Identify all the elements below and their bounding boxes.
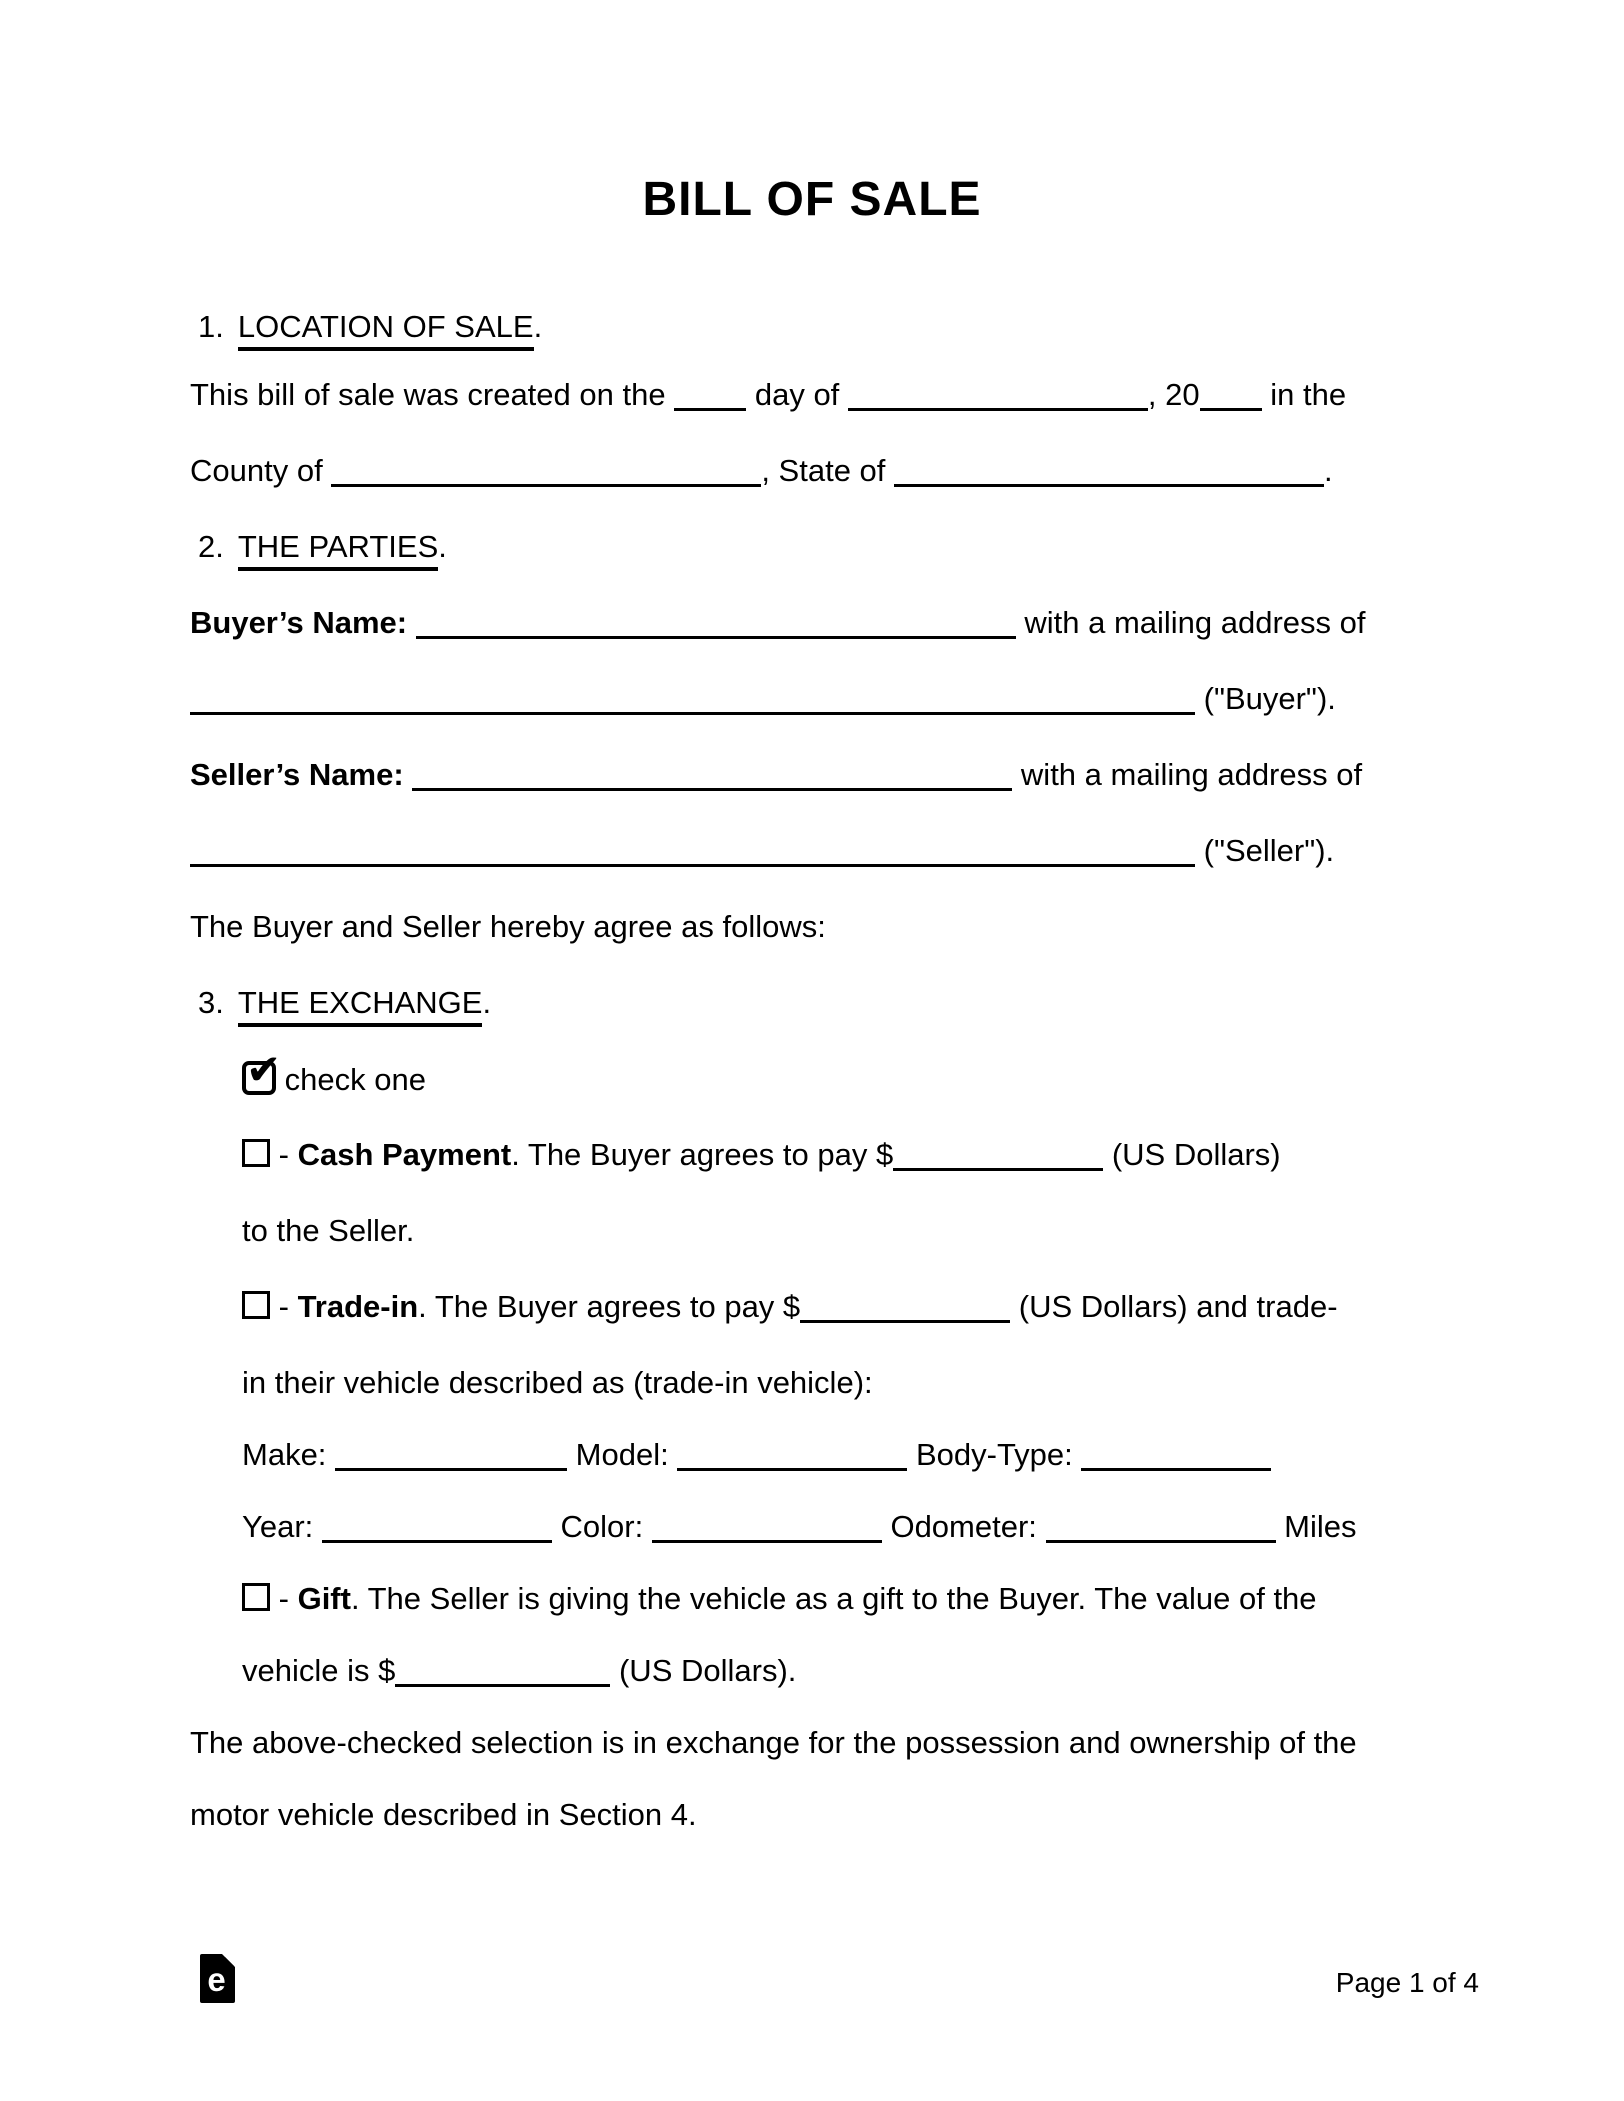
section-3-period: . [482,985,492,1020]
model-label: Model: [575,1437,669,1472]
gift-dash: - [278,1581,289,1616]
gift-cont-line [242,1653,796,1689]
trade-in-label: Trade-in [297,1289,419,1324]
seller-address-line [190,833,1334,869]
agree-line [190,909,826,945]
state-label: , State of [761,453,886,488]
seller-paren-text: ("Seller"). [1203,833,1335,868]
vehicle-line-1 [242,1437,1271,1473]
seller-name-label: Seller’s Name: [190,757,404,792]
closing-text-1: The above-checked selection is in exchange for the possession and ownership of the [190,1725,1357,1760]
check-one-line [242,1045,426,1098]
gift-label: Gift [297,1581,351,1616]
cash-payment-checkbox-icon[interactable] [242,1139,270,1167]
trade-in-line [242,1289,1338,1325]
cash-us-dollars: (US Dollars) [1111,1137,1281,1172]
intro-text-1: This bill of sale was created on the [190,377,666,412]
trade-dash: - [278,1289,289,1324]
check-one-label: check one [284,1062,426,1097]
section-3-heading [198,985,491,1021]
trade-in-cont-line [242,1365,873,1401]
trade-amount-blank[interactable] [800,1320,1010,1323]
buyer-address-line [190,681,1336,717]
section-3-title: THE EXCHANGE [238,985,483,1027]
gift-us-dollars: (US Dollars). [618,1653,797,1688]
make-blank[interactable] [335,1468,567,1471]
seller-name-blank[interactable] [412,788,1012,791]
section-1-period: . [533,309,543,344]
cash-payment-cont-line [242,1213,414,1249]
cash-payment-label: Cash Payment [297,1137,512,1172]
gift-checkbox-icon[interactable] [242,1583,270,1611]
gift-amount-blank[interactable] [395,1684,610,1687]
agree-text: The Buyer and Seller hereby agree as follows: [190,909,826,944]
day-blank[interactable] [674,408,746,411]
buyer-paren-text: ("Buyer"). [1203,681,1336,716]
cash-dash: - [278,1137,289,1172]
make-label: Make: [242,1437,327,1472]
section-1-heading [198,309,542,345]
seller-address-blank[interactable] [190,864,1195,867]
odometer-blank[interactable] [1046,1540,1276,1543]
trade-in-checkbox-icon[interactable] [242,1291,270,1319]
vehicle-line-2 [242,1509,1357,1545]
page-number: Page 1 of 4 [1335,1967,1479,1998]
cash-payment-line [242,1137,1281,1173]
section-2-period: . [438,529,447,564]
closing-line-2 [190,1797,697,1833]
intro-text-4: in the [1270,377,1347,412]
county-label: County of [190,453,323,488]
cash-payment-text: . The Buyer agrees to pay $ [511,1137,894,1172]
logo-letter: e [207,1961,226,1998]
buyer-name-blank[interactable] [416,636,1016,639]
section-2-heading [198,529,447,565]
check-one-checkbox-checked-icon[interactable] [242,1045,282,1095]
body-type-blank[interactable] [1081,1468,1271,1471]
body-type-label: Body-Type: [915,1437,1073,1472]
cash-amount-blank[interactable] [893,1168,1103,1171]
buyer-name-line [190,605,1366,641]
section-2-number: 2. [198,529,224,564]
state-blank[interactable] [894,484,1324,487]
trade-in-vehicle-text: in their vehicle described as (trade-in vehicle): [242,1365,873,1400]
month-blank[interactable] [848,408,1148,411]
section-3-number: 3. [198,985,224,1020]
seller-mailing-text: with a mailing address of [1020,757,1363,792]
to-the-seller-text: to the Seller. [242,1213,415,1248]
intro-line-2-period: . [1324,453,1333,488]
county-blank[interactable] [331,484,761,487]
year-value-blank[interactable] [322,1540,552,1543]
odometer-label: Odometer: [890,1509,1037,1544]
closing-text-2: motor vehicle described in Section 4. [190,1797,697,1832]
eforms-logo [200,1954,235,2003]
intro-line-1 [190,377,1346,413]
miles-label: Miles [1284,1509,1357,1544]
seller-name-line [190,757,1362,793]
buyer-mailing-text: with a mailing address of [1024,605,1366,640]
model-blank[interactable] [677,1468,907,1471]
intro-line-2 [190,453,1333,489]
section-1-title: LOCATION OF SALE [238,309,534,351]
section-2-title: THE PARTIES [238,529,438,571]
color-label: Color: [560,1509,644,1544]
buyer-address-blank[interactable] [190,712,1195,715]
intro-text-2: day of [754,377,840,412]
trade-us-dollars: (US Dollars) and trade- [1018,1289,1338,1324]
gift-text: . The Seller is giving the vehicle as a gift to the Buyer. The value of the [350,1581,1317,1616]
trade-in-text: . The Buyer agrees to pay $ [418,1289,801,1324]
page-title: BILL OF SALE [642,173,982,226]
year-label: Year: [242,1509,314,1544]
section-1-number: 1. [198,309,224,344]
intro-text-3: , 20 [1147,377,1200,412]
gift-value-text: vehicle is $ [242,1653,396,1688]
color-blank[interactable] [652,1540,882,1543]
year-blank[interactable] [1200,408,1262,411]
checkmark-icon: ✔ [246,1045,282,1094]
buyer-name-label: Buyer’s Name: [190,605,408,640]
closing-line-1 [190,1725,1357,1761]
gift-line [242,1581,1317,1617]
